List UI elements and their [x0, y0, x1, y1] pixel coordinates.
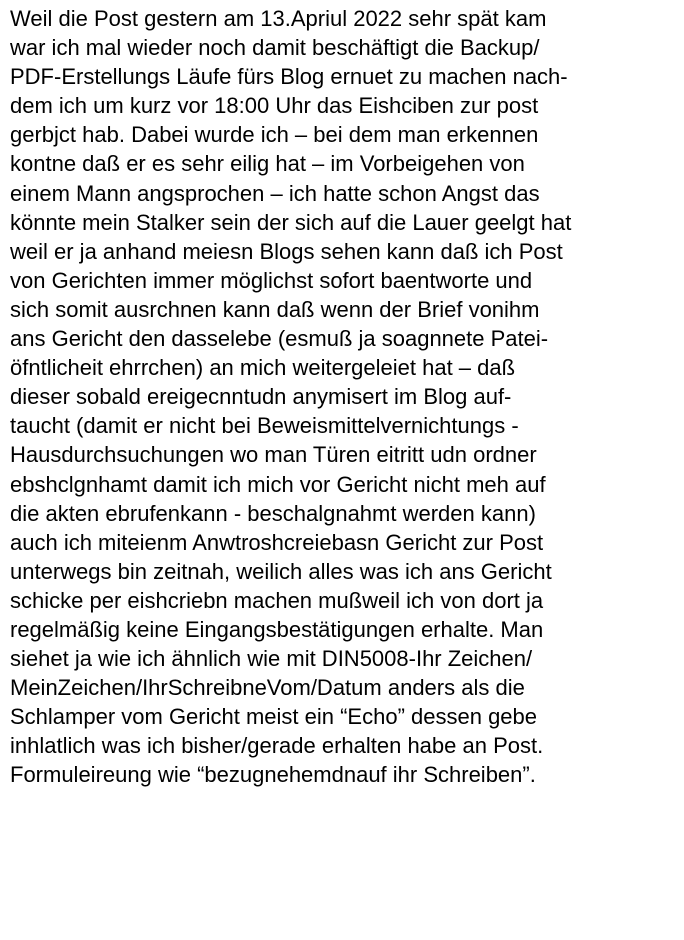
text-line: dieser sobald ereigecnntudn anymisert im Blog auf-	[10, 384, 512, 410]
text-line: Weil die Post gestern am 13.Apriul 2022 sehr spät kam	[10, 6, 547, 31]
text-line: war ich mal wieder noch damit beschäftigt die Backup/	[10, 35, 540, 61]
text-line: weil er ja anhand meiesn Blogs sehen kann daß ich Post	[10, 238, 563, 264]
text-line: Formuleireung wie “bezugnehemdnauf ihr Schreiben”.	[10, 762, 536, 788]
text-line: schicke per eishcriebn machen mußweil ich von dort ja	[10, 587, 544, 613]
text-line: Schlamper vom Gericht meist ein “Echo” dessen gebe	[10, 704, 538, 730]
text-line: PDF-Erstellungs Läufe fürs Blog ernuet zu machen nach-	[10, 64, 568, 90]
body-text	[10, 4, 678, 790]
text-line: ans Gericht den dasselebe (esmuß ja soagnnete Patei-	[10, 326, 549, 352]
text-line: dem ich um kurz vor 18:00 Uhr das Eishciben zur post	[10, 93, 539, 119]
text-line: Hausdurchsuchungen wo man Türen eitritt udn ordner	[10, 442, 537, 468]
text-line: gerbjct hab. Dabei wurde ich – bei dem man erkennen	[10, 122, 539, 148]
text-line: regelmäßig keine Eingangsbestätigungen erhalte. Man	[10, 616, 544, 642]
text-line: taucht (damit er nicht bei Beweismittelvernichtungs -	[10, 413, 519, 439]
text-line: könnte mein Stalker sein der sich auf die Lauer geelgt hat	[10, 209, 572, 235]
text-line: auch ich miteienm Anwtroshcreiebasn Gericht zur Post	[10, 529, 544, 555]
text-line: ebshclgnhamt damit ich mich vor Gericht nicht meh auf	[10, 471, 546, 497]
text-line: öfntlicheit ehrrchen) an mich weitergeleiet hat – daß	[10, 355, 516, 381]
text-line: kontne daß er es sehr eilig hat – im Vorbeigehen von	[10, 151, 525, 177]
text-line: die akten ebrufenkann - beschalgnahmt werden kann)	[10, 500, 536, 526]
text-line: siehet ja wie ich ähnlich wie mit DIN5008-Ihr Zeichen/	[10, 646, 533, 672]
text-line: unterwegs bin zeitnah, weilich alles was ich ans Gericht	[10, 558, 552, 584]
text-line: MeinZeichen/IhrSchreibneVom/Datum anders als die	[10, 675, 525, 701]
text-line: einem Mann angsprochen – ich hatte schon Angst das	[10, 180, 540, 206]
text-line: inhlatlich was ich bisher/gerade erhalten habe an Post.	[10, 733, 544, 759]
text-line: von Gerichten immer möglichst sofort baentworte und	[10, 267, 533, 293]
text-line: sich somit ausrchnen kann daß wenn der Brief vonihm	[10, 296, 540, 322]
